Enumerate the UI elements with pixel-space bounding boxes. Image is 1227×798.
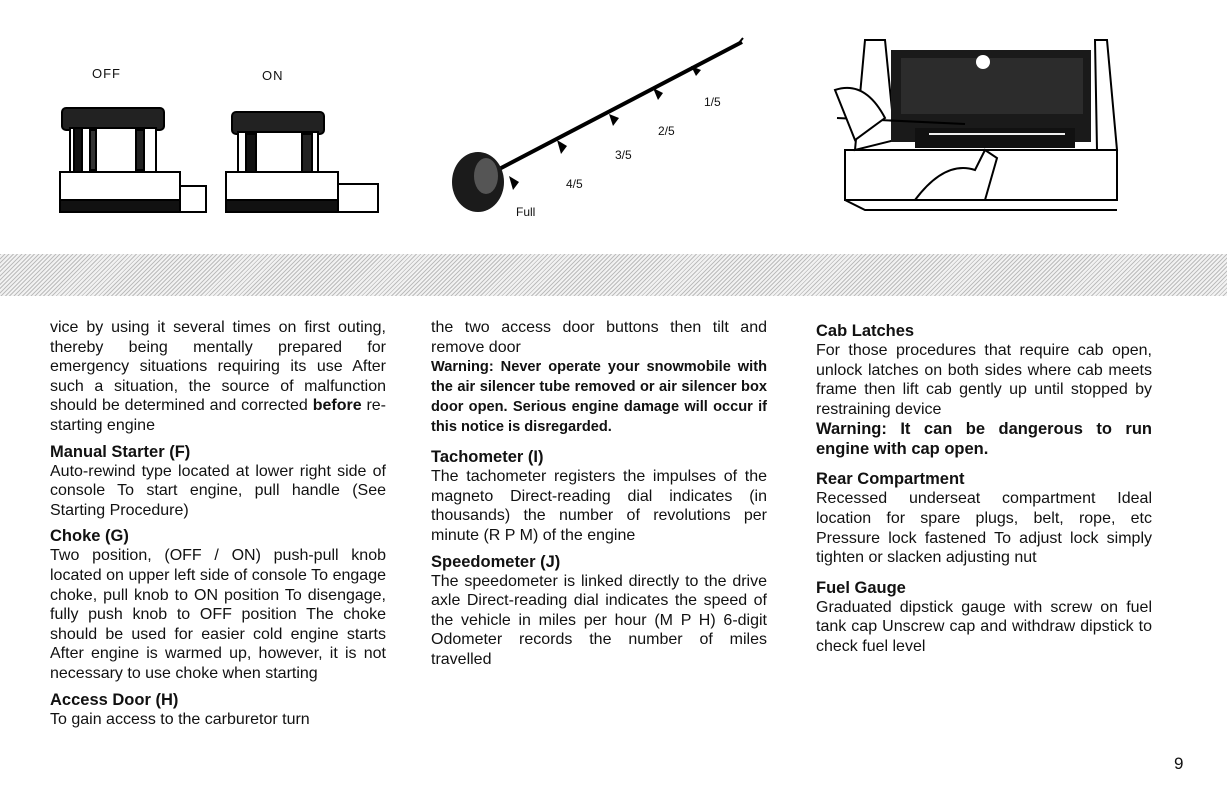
text-column-1 (50, 318, 386, 729)
choke-off-label: OFF (92, 66, 121, 81)
paragraph-access-door: To gain access to the carburetor turn (50, 710, 310, 728)
paragraph-speedometer: The speedometer is linked directly to the drive axle Direct-reading dial indicates the speed of the vehicle in miles per hour (M P H) 6-digit Odometer records the number of miles travelled (431, 572, 767, 668)
page-number: 9 (1174, 754, 1184, 773)
heading-choke: Choke (G) (50, 527, 129, 546)
heading-access-door: Access Door (H) (50, 690, 179, 709)
intro-text: vice by using it several times on first outing, thereby being mentally prepared for emergency situations requiring its use After such a situation, the source of malfunction should be determined and corrected (50, 319, 386, 415)
paragraph-access-door-cont: the two access door buttons then tilt and remove door (431, 319, 767, 356)
fuel-dipstick-illustration (420, 0, 780, 235)
heading-speedometer: Speedometer (J) (431, 552, 561, 571)
paragraph-fuel-gauge: Graduated dipstick gauge with screw on fuel tank cap Unscrew cap and withdraw dipstick to check fuel level (816, 598, 1152, 655)
heading-fuel-gauge: Fuel Gauge (816, 578, 906, 597)
paragraph-manual-starter: Auto-rewind type located at lower right side of console To start engine, pull handle (See Starting Procedure) (50, 462, 386, 519)
dipstick-mark-2-5: 2/5 (658, 124, 675, 138)
paragraph-rear-compartment: Recessed underseat compartment Ideal location for spare plugs, belt, rope, etc Pressure lock fastened To adjust lock simply tighten or slacken adjusting nut (816, 490, 1152, 567)
warning-cab-open: Warning: It can be dangerous to run engine with cap open. (816, 420, 1152, 459)
dipstick-mark-3-5: 3/5 (615, 148, 632, 162)
dipstick-mark-full: Full (516, 205, 536, 219)
dipstick-mark-1-5: 1/5 (704, 95, 721, 109)
paragraph-choke: Two position, (OFF / ON) push-pull knob located on upper left side of console To engage choke, pull knob to ON position To disengage, fully push knob to OFF position The choke should be used for easier cold engine starts After engine is warmed up, however, it is not necessary to use choke when starting (50, 547, 386, 682)
warning-air-silencer: Warning: Never operate your snowmobile with the air silencer tube removed or air silencer box door open. Serious engine damage will occur if this notice is disregarded. (431, 359, 767, 436)
text-column-2 (431, 318, 767, 670)
cab-latch-illustration (825, 0, 1125, 235)
heading-manual-starter: Manual Starter (F) (50, 442, 191, 461)
paragraph-intro (50, 318, 386, 436)
choke-knob-illustration (40, 0, 400, 230)
heading-cab-latches: Cab Latches (816, 322, 915, 340)
dipstick-drawing (420, 0, 780, 235)
intro-bold-text: before (312, 397, 362, 415)
separator-band (0, 254, 1227, 296)
cab-latch-drawing (825, 0, 1125, 235)
text-column-3 (816, 321, 1152, 657)
paragraph-cab-latches: For those procedures that require cab open, unlock latches on both sides where cab meets frame then lift cab gently up until stopped by restraining device (816, 342, 1152, 418)
choke-on-label: ON (262, 68, 284, 83)
choke-knob-drawing (40, 0, 400, 230)
heading-rear-compartment: Rear Compartment (816, 470, 965, 489)
paragraph-tachometer: The tachometer registers the impulses of the magneto Direct-reading dial indicates (in thousands) the number of revolutions per minute (R P M) of the engine (431, 468, 767, 544)
heading-tachometer: Tachometer (I) (431, 448, 544, 467)
dipstick-mark-4-5: 4/5 (566, 177, 583, 191)
intro-tail-text: re-starting engine (50, 397, 387, 434)
